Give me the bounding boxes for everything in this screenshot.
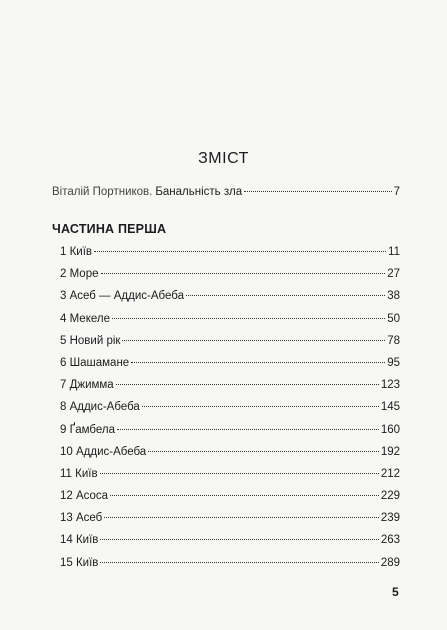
dot-leader [142, 406, 379, 407]
chapter-title: 14 Київ [60, 534, 99, 547]
page-title: ЗМІСТ [198, 150, 249, 167]
chapter-title: 2 Море [60, 268, 99, 281]
toc-entry-chapter[interactable] [60, 401, 400, 423]
chapter-page-number: 212 [380, 467, 400, 480]
toc-entry-chapter[interactable] [60, 335, 400, 357]
toc-entry-chapter[interactable] [60, 357, 400, 379]
chapter-page-number: 38 [387, 290, 400, 303]
page-folio: 5 [392, 585, 399, 599]
toc-entry-chapter[interactable] [60, 490, 400, 512]
chapter-title: 1 Київ [60, 246, 93, 258]
toc-entry-chapter[interactable] [60, 557, 400, 579]
chapter-page-number: 95 [387, 356, 400, 369]
chapter-page-number: 160 [380, 423, 400, 436]
toc-entry-chapter[interactable] [60, 379, 400, 401]
chapter-page-number: 145 [380, 401, 400, 414]
dot-leader [100, 539, 378, 540]
intro-author: Віталій Портников. [52, 186, 153, 198]
dot-leader [148, 451, 379, 452]
intro-page-number: 7 [393, 186, 400, 198]
chapter-page-number: 78 [387, 334, 400, 347]
chapter-page-number: 50 [387, 312, 400, 325]
dot-leader [110, 495, 379, 496]
dot-leader [186, 295, 385, 296]
toc-entry-chapter[interactable] [60, 534, 400, 556]
chapter-title: 6 Шашамане [60, 356, 130, 369]
chapter-title: 13 Асеб [60, 512, 103, 525]
toc-entry-chapter[interactable] [60, 446, 400, 468]
intro-title: Банальність зла [155, 186, 243, 198]
chapter-page-number: 123 [380, 379, 400, 392]
dot-leader [101, 273, 386, 274]
chapter-title: 10 Аддис-Абеба [60, 445, 147, 458]
dot-leader [100, 473, 379, 474]
chapter-title: 9 Ґамбела [60, 423, 115, 436]
dot-leader [100, 562, 378, 563]
dot-leader [117, 429, 379, 430]
toc-entry-chapter[interactable] [60, 512, 400, 534]
chapter-page-number: 27 [387, 268, 400, 281]
dot-leader [116, 384, 379, 385]
toc-entry-chapter[interactable] [60, 468, 400, 490]
toc-entry-chapter[interactable] [60, 424, 400, 446]
toc-entry-chapter[interactable] [60, 246, 400, 268]
chapter-title: 7 Джимма [60, 379, 114, 392]
chapter-title: 12 Асоса [60, 490, 109, 503]
chapter-title: 3 Асеб — Аддис-Абеба [60, 290, 184, 303]
dot-leader [131, 362, 385, 363]
chapter-page-number: 289 [380, 556, 400, 569]
toc-entry-chapter[interactable] [60, 313, 400, 335]
dot-leader [244, 191, 391, 192]
chapter-page-number: 263 [380, 534, 400, 547]
chapter-list [60, 246, 400, 579]
dot-leader [104, 517, 379, 518]
chapter-title: 4 Мекеле [60, 312, 110, 325]
chapter-page-number: 192 [380, 445, 400, 458]
chapter-page-number: 229 [380, 490, 400, 503]
chapter-page-number: 11 [388, 246, 400, 258]
chapter-title: 8 Аддис-Абеба [60, 401, 140, 414]
toc-entry-chapter[interactable] [60, 290, 400, 312]
toc-entry-chapter[interactable] [60, 268, 400, 290]
part-heading: ЧАСТИНА ПЕРША [52, 222, 167, 236]
dot-leader [112, 318, 385, 319]
dot-leader [122, 340, 385, 341]
chapter-title: 5 Новий рік [60, 334, 121, 347]
chapter-title: 15 Київ [60, 556, 99, 569]
chapter-page-number: 239 [380, 512, 400, 525]
chapter-title: 11 Київ [60, 467, 98, 480]
toc-entry-intro[interactable] [52, 186, 400, 198]
dot-leader [94, 251, 386, 252]
